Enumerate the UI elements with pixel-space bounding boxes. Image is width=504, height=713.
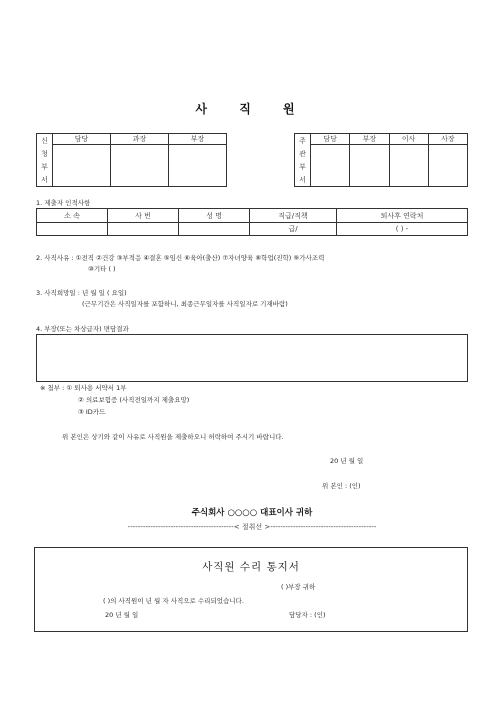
notice-statement: ( )의 사직원이 년 월 자 사직으로 수리되었습니다.	[103, 597, 244, 605]
applicant-signature-line: 위 본인 : (인)	[322, 482, 361, 490]
department-field[interactable]	[37, 223, 108, 236]
signature-cell[interactable]	[428, 145, 467, 187]
request-statement: 위 본인은 상기와 같이 사유로 사직원을 제출하오니 허락하여 주시기 바랍니다.	[62, 433, 284, 441]
acceptance-notice-box	[34, 547, 468, 632]
interview-result-box[interactable]	[36, 334, 468, 382]
name-field[interactable]	[179, 223, 250, 236]
approval-header: 과장	[111, 134, 169, 145]
rank-field[interactable]: 급/	[250, 223, 337, 236]
info-header: 퇴사후 연락처	[337, 209, 468, 223]
signature-cell[interactable]	[169, 145, 227, 187]
signature-cell[interactable]	[111, 145, 169, 187]
notice-date: 20 년 월 일	[105, 611, 139, 619]
attachment-item-2: ② 의료보험증 (사직전일까지 제출요망)	[78, 396, 190, 404]
contact-field[interactable]: ( ) -	[337, 223, 468, 236]
approval-table-managing	[294, 133, 468, 187]
notice-staff-signature: 담당자 : (인)	[289, 611, 326, 619]
submission-date: 20 년 월 일	[330, 457, 364, 465]
info-header: 소 속	[37, 209, 108, 223]
notice-recipient: ( )부장 귀하	[281, 583, 316, 591]
info-header: 사 번	[108, 209, 179, 223]
employee-number-field[interactable]	[108, 223, 179, 236]
signature-cell[interactable]	[311, 145, 350, 187]
resignation-reason-other: ⑩기타 ( )	[88, 265, 116, 273]
section-4-heading: 4. 부장(또는 차상급자) 면담결과	[36, 325, 129, 333]
info-header: 성 명	[179, 209, 250, 223]
approval-table-applicant	[36, 133, 227, 187]
signature-cell[interactable]	[350, 145, 389, 187]
resignation-date-note: (근무기간은 사직일자를 포함하니, 최종근무일자를 사직일자로 기재바람)	[82, 300, 288, 308]
addressee: 주식회사 ○○○○ 대표이사 귀하	[191, 508, 313, 518]
approval-header: 담당	[53, 134, 111, 145]
applicant-dept-label: 신 청 부 서	[37, 134, 53, 187]
signature-cell[interactable]	[53, 145, 111, 187]
approval-header: 부장	[169, 134, 227, 145]
approval-header: 담당	[311, 134, 350, 145]
managing-dept-label: 주 관 부 서	[295, 134, 311, 187]
document-title: 사 직 원	[195, 102, 309, 116]
section-1-heading: 1. 제출자 인적사항	[36, 199, 91, 207]
approval-header: 사장	[428, 134, 467, 145]
cut-line: ------------------------------------------< 절취선 >------------------------------------------	[127, 523, 377, 531]
resignation-reasons: 2. 사직사유 : ①전직 ②건강 ③부적응 ④결혼 ⑤임신 ⑥육아(출산) ⑦자녀양육 ⑧학업(진학) ⑨가사조력	[36, 254, 325, 262]
attachment-item-1: ※ 첨부 : ① 퇴사용 서약서 1부	[40, 384, 127, 392]
desired-resignation-date: 3. 사직희망일 : 년 월 일 ( 요일)	[36, 289, 127, 297]
approval-header: 이사	[389, 134, 428, 145]
notice-title: 사직원 수리 통지서	[202, 561, 300, 573]
attachment-item-3: ③ ID카드	[78, 408, 106, 416]
approval-header: 부장	[350, 134, 389, 145]
signature-cell[interactable]	[389, 145, 428, 187]
applicant-info-table	[36, 208, 468, 236]
info-header: 직급/직책	[250, 209, 337, 223]
